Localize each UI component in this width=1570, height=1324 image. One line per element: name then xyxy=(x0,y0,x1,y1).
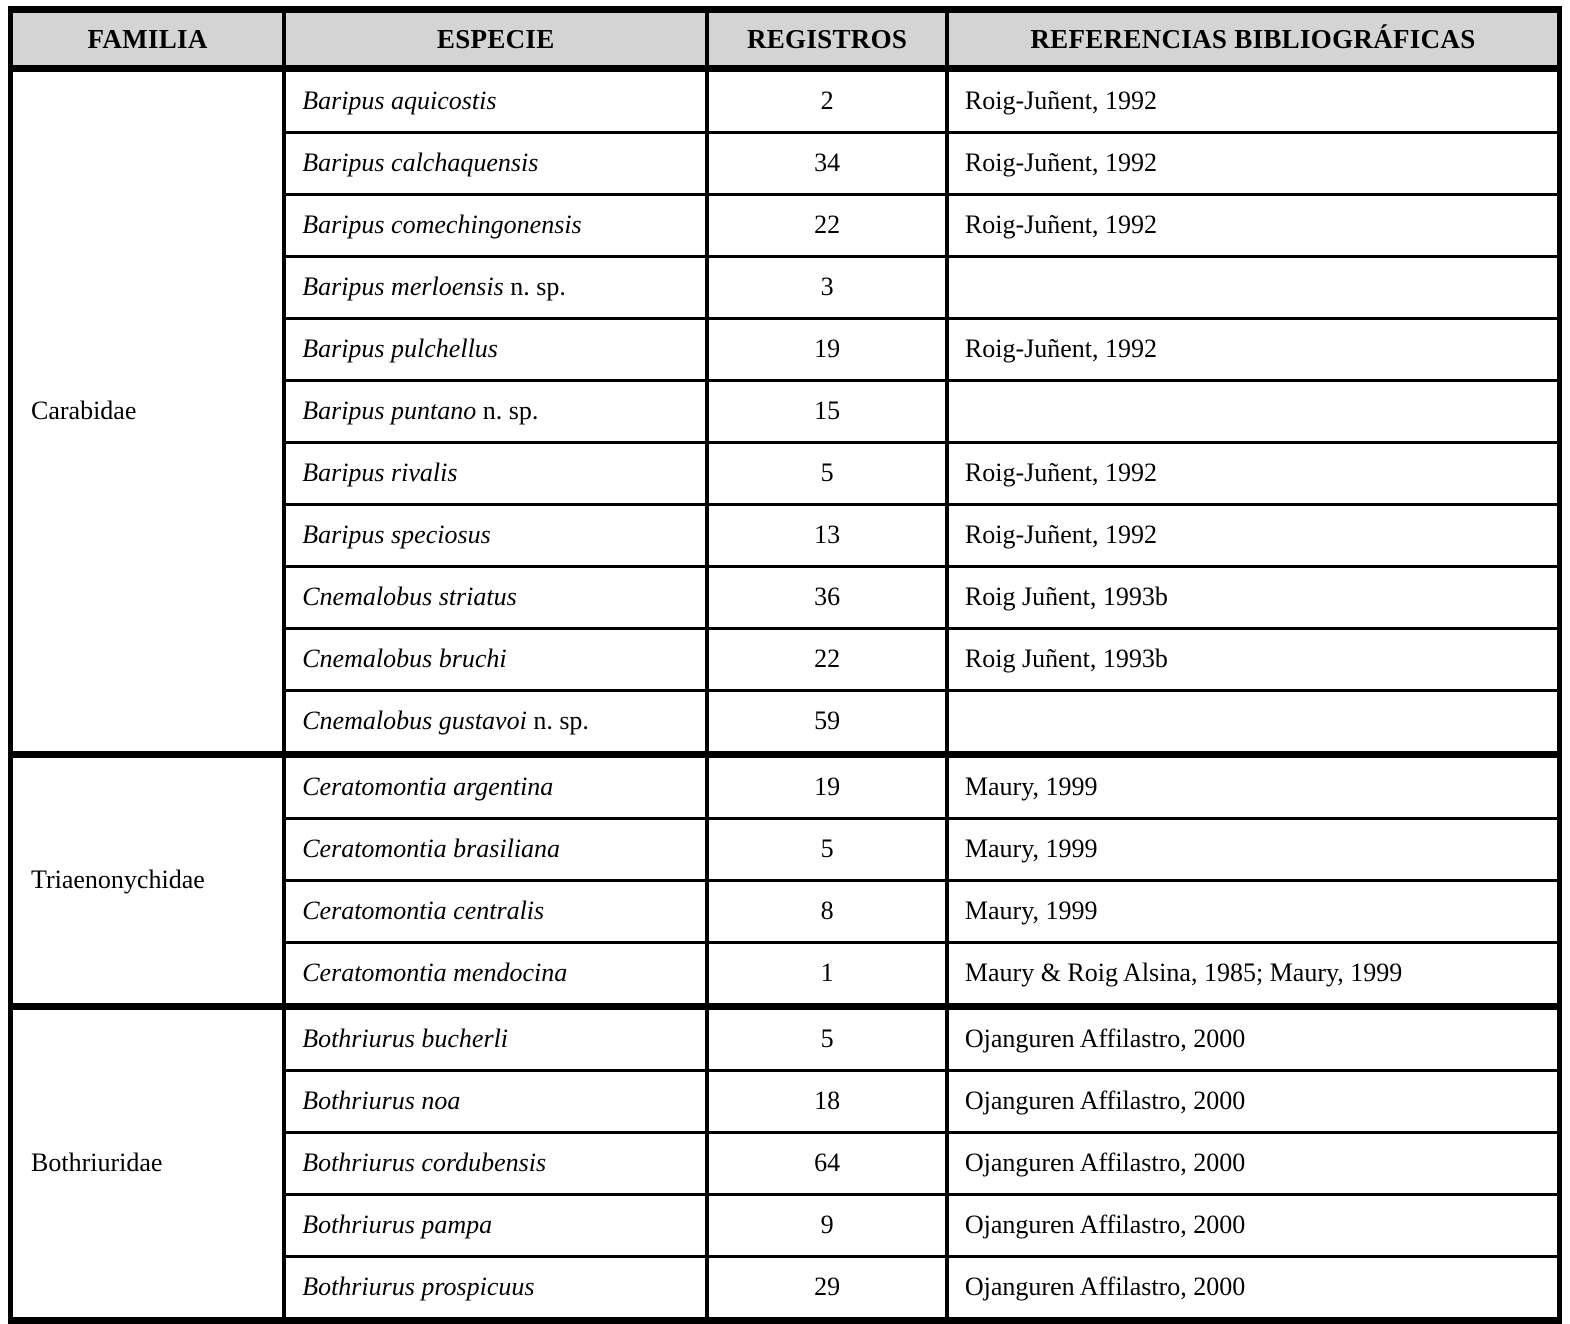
table-row xyxy=(11,755,1560,819)
especie-cell xyxy=(284,691,707,755)
especie-new-species-marker: n. sp. xyxy=(476,396,539,426)
especie-cell xyxy=(284,1257,707,1321)
especie-cell xyxy=(284,629,707,691)
especie-new-species-marker: n. sp. xyxy=(526,706,589,736)
especie-cell xyxy=(284,319,707,381)
especie-name: Baripus calchaquensis xyxy=(302,148,539,178)
especie-name: Baripus aquicostis xyxy=(302,86,497,116)
especie-name: Bothriurus prospicuus xyxy=(302,1272,535,1302)
table-row xyxy=(11,1007,1560,1071)
referencias-cell: Roig Juñent, 1993b xyxy=(947,629,1560,691)
especie-cell xyxy=(284,195,707,257)
registros-cell: 5 xyxy=(707,1007,947,1071)
column-header-especie: ESPECIE xyxy=(284,10,707,69)
especie-name: Bothriurus bucherli xyxy=(302,1024,509,1054)
referencias-cell: Roig Juñent, 1993b xyxy=(947,567,1560,629)
registros-cell: 59 xyxy=(707,691,947,755)
referencias-cell: Maury, 1999 xyxy=(947,819,1560,881)
especie-cell xyxy=(284,567,707,629)
especie-cell xyxy=(284,381,707,443)
referencias-cell: Roig-Juñent, 1992 xyxy=(947,319,1560,381)
referencias-cell xyxy=(947,691,1560,755)
referencias-cell: Ojanguren Affilastro, 2000 xyxy=(947,1257,1560,1321)
registros-cell: 1 xyxy=(707,943,947,1007)
especie-name: Bothriurus cordubensis xyxy=(302,1148,547,1178)
column-header-registros: REGISTROS xyxy=(707,10,947,69)
referencias-cell: Roig-Juñent, 1992 xyxy=(947,133,1560,195)
registros-cell: 5 xyxy=(707,443,947,505)
registros-cell: 2 xyxy=(707,69,947,133)
registros-cell: 19 xyxy=(707,755,947,819)
familia-cell: Triaenonychidae xyxy=(11,755,285,1007)
referencias-cell: Ojanguren Affilastro, 2000 xyxy=(947,1133,1560,1195)
referencias-cell: Maury & Roig Alsina, 1985; Maury, 1999 xyxy=(947,943,1560,1007)
especie-cell xyxy=(284,133,707,195)
referencias-cell: Roig-Juñent, 1992 xyxy=(947,69,1560,133)
referencias-cell: Roig-Juñent, 1992 xyxy=(947,505,1560,567)
table-row xyxy=(11,69,1560,133)
especie-cell xyxy=(284,1007,707,1071)
especie-cell xyxy=(284,257,707,319)
especie-name: Baripus rivalis xyxy=(302,458,458,488)
especie-name: Baripus speciosus xyxy=(302,520,491,550)
especie-name: Baripus pulchellus xyxy=(302,334,498,364)
registros-cell: 22 xyxy=(707,195,947,257)
referencias-cell: Maury, 1999 xyxy=(947,755,1560,819)
referencias-cell: Maury, 1999 xyxy=(947,881,1560,943)
especie-name: Baripus merloensis xyxy=(302,272,504,302)
table-body xyxy=(11,69,1560,1321)
especie-new-species-marker: n. sp. xyxy=(503,272,566,302)
referencias-cell: Roig-Juñent, 1992 xyxy=(947,195,1560,257)
especie-name: Ceratomontia brasiliana xyxy=(302,834,561,864)
referencias-cell: Ojanguren Affilastro, 2000 xyxy=(947,1071,1560,1133)
especie-name: Cnemalobus bruchi xyxy=(302,644,507,674)
registros-cell: 9 xyxy=(707,1195,947,1257)
referencias-cell xyxy=(947,257,1560,319)
referencias-cell: Roig-Juñent, 1992 xyxy=(947,443,1560,505)
registros-cell: 19 xyxy=(707,319,947,381)
species-records-table xyxy=(8,6,1562,1324)
referencias-cell: Ojanguren Affilastro, 2000 xyxy=(947,1195,1560,1257)
registros-cell: 5 xyxy=(707,819,947,881)
familia-cell: Carabidae xyxy=(11,69,285,755)
especie-name: Cnemalobus striatus xyxy=(302,582,517,612)
especie-cell xyxy=(284,1133,707,1195)
registros-cell: 18 xyxy=(707,1071,947,1133)
especie-name: Ceratomontia argentina xyxy=(302,772,554,802)
column-header-referencias: REFERENCIAS BIBLIOGRÁFICAS xyxy=(947,10,1560,69)
table-header xyxy=(11,10,1560,69)
registros-cell: 13 xyxy=(707,505,947,567)
especie-cell xyxy=(284,881,707,943)
especie-cell xyxy=(284,69,707,133)
especie-cell xyxy=(284,1195,707,1257)
especie-name: Baripus puntano xyxy=(302,396,477,426)
familia-cell: Bothriuridae xyxy=(11,1007,285,1321)
registros-cell: 22 xyxy=(707,629,947,691)
registros-cell: 8 xyxy=(707,881,947,943)
registros-cell: 29 xyxy=(707,1257,947,1321)
referencias-cell: Ojanguren Affilastro, 2000 xyxy=(947,1007,1560,1071)
especie-name: Bothriurus pampa xyxy=(302,1210,493,1240)
especie-cell xyxy=(284,943,707,1007)
especie-cell xyxy=(284,443,707,505)
especie-cell xyxy=(284,505,707,567)
registros-cell: 15 xyxy=(707,381,947,443)
especie-name: Cnemalobus gustavoi xyxy=(302,706,527,736)
especie-cell xyxy=(284,755,707,819)
especie-name: Baripus comechingonensis xyxy=(302,210,582,240)
especie-cell xyxy=(284,1071,707,1133)
registros-cell: 34 xyxy=(707,133,947,195)
especie-cell xyxy=(284,819,707,881)
especie-name: Ceratomontia mendocina xyxy=(302,958,568,988)
registros-cell: 36 xyxy=(707,567,947,629)
header-row xyxy=(11,10,1560,69)
registros-cell: 64 xyxy=(707,1133,947,1195)
especie-name: Bothriurus noa xyxy=(302,1086,461,1116)
referencias-cell xyxy=(947,381,1560,443)
especie-name: Ceratomontia centralis xyxy=(302,896,545,926)
column-header-familia: FAMILIA xyxy=(11,10,285,69)
registros-cell: 3 xyxy=(707,257,947,319)
